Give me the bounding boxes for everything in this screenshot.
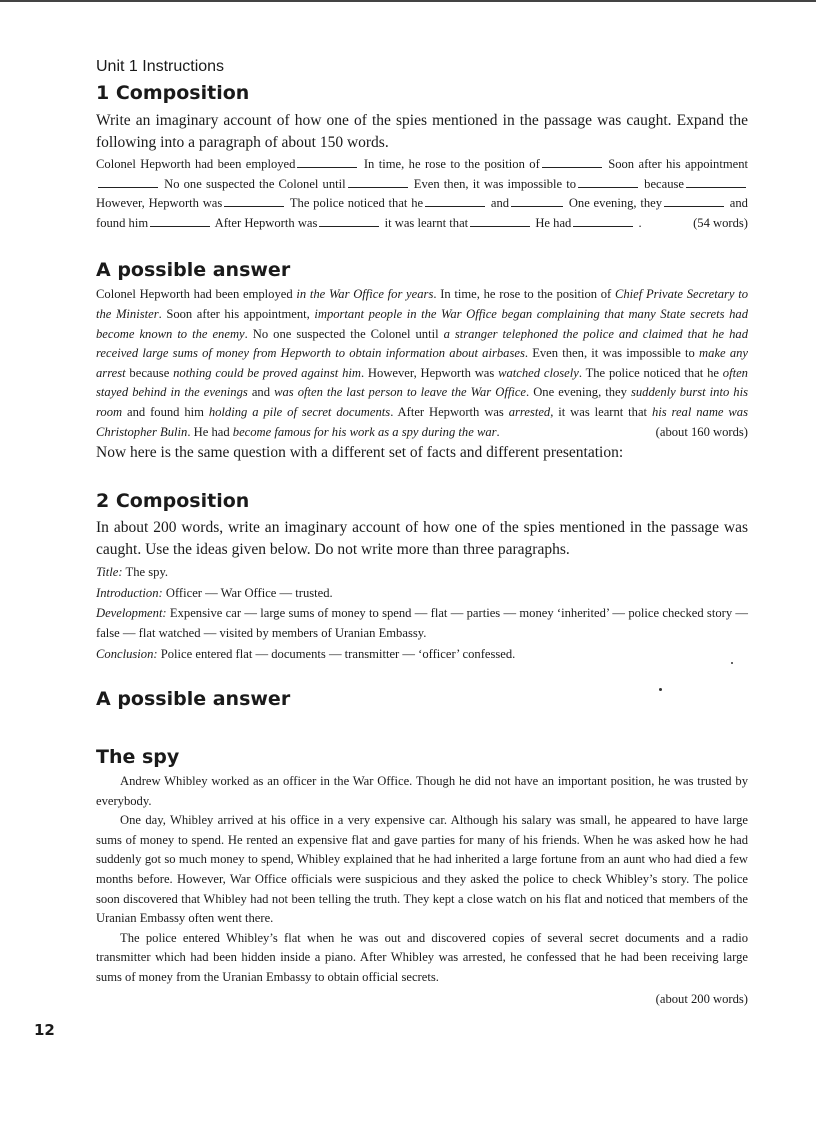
answer1-word-count: (about 160 words) xyxy=(655,424,748,439)
section2-outline-conclusion: Conclusion: Police entered flat — documents — transmitter — ‘officer’ confessed. xyxy=(96,646,516,661)
answer2-word-count-line xyxy=(96,990,748,1010)
scan-speck xyxy=(731,662,733,664)
story-paragraph-2: One day, Whibley arrived at his office in a very expensive car. Although his salary was small, he appeared to have large sums of money to spend. He rented an expensive flat and gave parties for many of his friends. When he was asked how he had suddenly got so much money to spend, Whibley explained that he had inherited a large fortune from an aunt who had died a few months before. However, War Office officials were suspicious and they asked the police to check Whibley’s story. The police soon discovered that Whibley had not been telling the truth. They kept a close watch on his flat and noticed that members of the Uranian Embassy often went there. xyxy=(96,813,748,926)
top-border xyxy=(0,0,816,2)
answer1-transition: Now here is the same question with a different set of facts and different presentation: xyxy=(96,444,624,462)
page-content xyxy=(96,56,748,1009)
section1-word-count: (54 words) xyxy=(693,215,748,230)
section1-intro: Write an imaginary account of how one of the spies mentioned in the passage was caught. Expand the following into a paragraph of about 150 words. xyxy=(96,112,748,151)
page-number: 12 xyxy=(34,1021,55,1039)
section1-title: 1 Composition xyxy=(96,82,250,104)
section2-outline-intro: Introduction: Officer — War Office — trusted. xyxy=(96,585,333,600)
story-title: The spy xyxy=(96,746,180,769)
unit-header: Unit 1 Instructions xyxy=(96,58,225,75)
section2-outline-title: Title: The spy. xyxy=(96,565,169,580)
story-paragraph-1: Andrew Whibley worked as an officer in the War Office. Though he did not have an important position, he was trusted by everybody. xyxy=(96,774,748,808)
story-paragraph-3: The police entered Whibley’s flat when he was out and discovered copies of several secret documents and a radio transmitter which had been hidden inside a piano. After Whibley was arrested, he confessed that he had been receiving large sums of money from the Uranian Embassy to obtain official secrets. xyxy=(96,930,748,985)
answer2-word-count: (about 200 words) xyxy=(655,991,748,1006)
answer1-text: Colonel Hepworth had been employed in the War Office for years. In time, he rose to the position of Chief Private Secretary to the Minister. Soon after his appointment, important people in the War Office began complaining that many State secrets had become known to the enemy. No one suspected the Colonel until a stranger telephoned the police and claimed that he had received large sums of money from Hepworth to obtain information about airbases. Even then, it was impossible to make any arrest because nothing could be proved against him. However, Hepworth was watched closely. The police noticed that he often stayed behind in the evenings and was often the last person to leave the War Office. One evening, they suddenly burst into his room and found him holding a pile of secret documents. After Hepworth was arrested, it was learnt that his real name was Christopher Bulin. He had become famous for his work as a spy during the war. (about 160 words) xyxy=(96,285,748,442)
section2-title: 2 Composition xyxy=(96,490,250,513)
section2-outline-development: Development: Expensive car — large sums of money to spend — flat — parties — money ‘inherited’ — police checked story — false — flat watched — visited by members of Uranian Embassy. xyxy=(96,606,748,640)
section2-intro: In about 200 words, write an imaginary account of how one of the spies mentioned in the passage was caught. Use the ideas given below. Do not write more than three paragraphs. xyxy=(96,519,748,559)
section1-fragments: Colonel Hepworth had been employed In time, he rose to the position of Soon after his appointment No one suspected the Colonel until Even then, it was impossible to because However, Hepworth was The police noticed that he and One evening, they and found him After Hepworth was it was learnt that He had . (54 words) xyxy=(96,155,748,233)
answer1-heading: A possible answer xyxy=(96,259,291,282)
scan-speck xyxy=(659,688,662,691)
answer2-heading: A possible answer xyxy=(96,688,291,711)
